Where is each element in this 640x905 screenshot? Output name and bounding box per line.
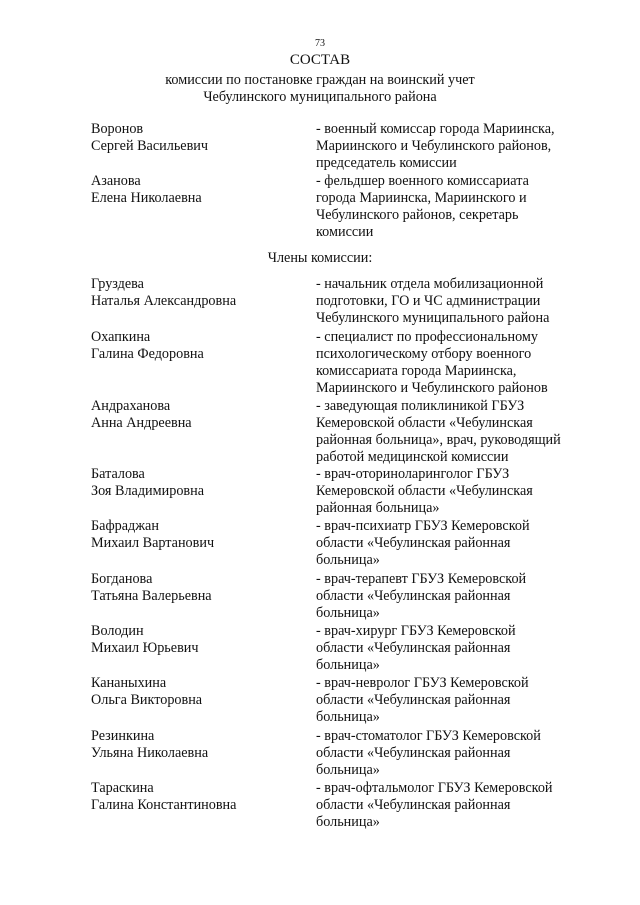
person-name [91,121,301,155]
person-given-names: Татьяна Валерьевна [91,588,212,604]
role-line: Кемеровской области «Чебулинская [316,483,533,499]
document-title: СОСТАВ [289,52,351,68]
role-line: Мариинского и Чебулинского районов, [316,138,552,154]
person-surname: Охапкина [91,329,151,345]
role-line: районная больница», врач, руководящий [316,432,561,448]
person-role [316,780,616,831]
role-line: психологическому отбору военного [316,346,532,362]
person-role [316,121,616,172]
role-line: - специалист по профессиональному [316,329,538,345]
person-name [91,329,301,363]
role-line: больница» [316,709,380,725]
person-name [91,173,301,207]
person-name [91,518,301,552]
role-line: комиссии [316,224,374,240]
role-line: больница» [316,814,380,830]
role-line: больница» [316,605,380,621]
role-line: области «Чебулинская районная [316,797,511,813]
person-role [316,276,616,327]
person-given-names: Галина Константиновна [91,797,237,813]
person-name [91,398,301,432]
person-surname: Тараскина [91,780,154,796]
person-name [91,571,301,605]
role-line: - врач-хирург ГБУЗ Кемеровской [316,623,516,639]
role-line: - врач-офтальмолог ГБУЗ Кемеровской [316,780,553,796]
person-role [316,329,616,397]
person-role [316,571,616,622]
person-name [91,276,301,310]
role-line: больница» [316,657,380,673]
person-name [91,728,301,762]
person-given-names: Михаил Юрьевич [91,640,199,656]
person-surname: Андраханова [91,398,171,414]
person-given-names: Галина Федоровна [91,346,204,362]
members-heading: Члены комиссии: [267,250,373,266]
person-given-names: Зоя Владимировна [91,483,205,499]
person-role [316,398,616,466]
person-given-names: Михаил Вартанович [91,535,215,551]
person-name [91,623,301,657]
role-line: председатель комиссии [316,155,457,171]
role-line: области «Чебулинская районная [316,692,511,708]
role-line: комиссариата города Мариинска, [316,363,517,379]
person-given-names: Сергей Васильевич [91,138,209,154]
person-name [91,466,301,500]
page-number: 73 [315,38,325,49]
person-name [91,675,301,709]
role-line: области «Чебулинская районная [316,745,511,761]
role-line: Мариинского и Чебулинского районов [316,380,548,396]
role-line: области «Чебулинская районная [316,588,511,604]
role-line: города Мариинска, Мариинского и [316,190,527,206]
person-surname: Баталова [91,466,145,482]
person-role [316,623,616,674]
role-line: - фельдшер военного комиссариата [316,173,529,189]
person-given-names: Анна Андреевна [91,415,192,431]
role-line: - заведующая поликлиникой ГБУЗ [316,398,525,414]
role-line: Чебулинского районов, секретарь [316,207,519,223]
role-line: - врач-терапевт ГБУЗ Кемеровской [316,571,527,587]
person-given-names: Елена Николаевна [91,190,202,206]
person-role [316,728,616,779]
role-line: работой медицинской комиссии [316,449,509,465]
role-line: - военный комиссар города Мариинска, [316,121,555,137]
role-line: больница» [316,552,380,568]
role-line: - врач-психиатр ГБУЗ Кемеровской [316,518,530,534]
person-given-names: Ульяна Николаевна [91,745,209,761]
person-name [91,780,301,814]
role-line: больница» [316,762,380,778]
person-given-names: Наталья Александровна [91,293,237,309]
person-surname: Груздева [91,276,144,292]
document-subtitle-line-1: комиссии по постановке граждан на воинский учет [165,72,475,88]
role-line: - врач-стоматолог ГБУЗ Кемеровской [316,728,541,744]
person-role [316,173,616,241]
person-role [316,518,616,569]
role-line: Чебулинского муниципального района [316,310,550,326]
person-surname: Володин [91,623,144,639]
role-line: области «Чебулинская районная [316,640,511,656]
person-role [316,466,616,517]
person-surname: Азанова [91,173,141,189]
role-line: - врач-невролог ГБУЗ Кемеровской [316,675,529,691]
person-surname: Богданова [91,571,153,587]
person-surname: Бафраджан [91,518,159,534]
role-line: - врач-оториноларинголог ГБУЗ [316,466,510,482]
person-surname: Воронов [91,121,144,137]
role-line: Кемеровской области «Чебулинская [316,415,533,431]
role-line: подготовки, ГО и ЧС администрации [316,293,541,309]
person-given-names: Ольга Викторовна [91,692,203,708]
role-line: - начальник отдела мобилизационной [316,276,544,292]
person-role [316,675,616,726]
role-line: районная больница» [316,500,440,516]
document-subtitle-line-2: Чебулинского муниципального района [203,89,437,105]
role-line: области «Чебулинская районная [316,535,511,551]
person-surname: Резинкина [91,728,155,744]
person-surname: Кананыхина [91,675,167,691]
